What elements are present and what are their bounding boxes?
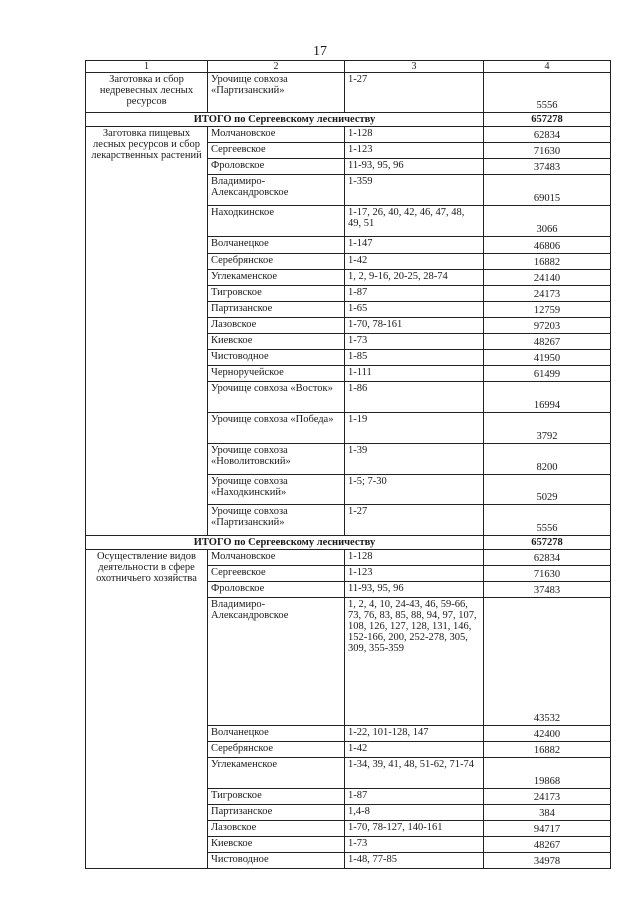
forest-area-cell: Сергеевское — [208, 566, 345, 582]
quarters-cell: 1-27 — [345, 505, 484, 536]
quarters-cell: 1-128 — [345, 127, 484, 143]
forest-area-cell: Урочище совхоза «Восток» — [208, 382, 345, 413]
forest-area-cell: Находкинское — [208, 206, 345, 237]
table-row — [86, 550, 611, 566]
quarters-cell: 1-87 — [345, 286, 484, 302]
forest-area-cell: Владимиро-Александровское — [208, 175, 345, 206]
area-value-cell: 62834 — [484, 550, 611, 566]
area-value-cell: 8200 — [484, 444, 611, 475]
column-header: 2 — [208, 61, 345, 73]
forest-area-cell: Владимиро-Александровское — [208, 598, 345, 726]
forest-area-cell: Лазовское — [208, 318, 345, 334]
forest-area-cell: Урочище совхоза «Победа» — [208, 413, 345, 444]
total-label: ИТОГО по Сергеевскому лесничеству — [86, 113, 484, 127]
area-value-cell: 37483 — [484, 159, 611, 175]
quarters-cell: 1-85 — [345, 350, 484, 366]
area-value-cell: 42400 — [484, 726, 611, 742]
quarters-cell: 1-22, 101-128, 147 — [345, 726, 484, 742]
forest-area-cell: Волчанецкое — [208, 237, 345, 254]
quarters-cell: 1-42 — [345, 254, 484, 270]
area-value-cell: 5556 — [484, 73, 611, 113]
area-value-cell: 97203 — [484, 318, 611, 334]
forest-area-cell: Углекаменское — [208, 758, 345, 789]
quarters-cell: 1-123 — [345, 143, 484, 159]
page-number: 17 — [313, 44, 327, 59]
area-value-cell: 37483 — [484, 582, 611, 598]
header-row — [86, 61, 611, 73]
quarters-cell: 1-5; 7-30 — [345, 475, 484, 505]
quarters-cell: 1-34, 39, 41, 48, 51-62, 71-74 — [345, 758, 484, 789]
forest-area-cell: Тигровское — [208, 789, 345, 805]
quarters-cell: 1, 2, 4, 10, 24-43, 46, 59-66, 73, 76, 83, 85, 88, 94, 97, 107, 108, 126, 127, 128, 131, 146, 152-166, 200, 252-278, 305, 309, 355-359 — [345, 598, 484, 726]
activity-cell: Осуществление видов деятельности в сфере охотничьего хозяйства — [86, 550, 208, 869]
forest-area-cell: Углекаменское — [208, 270, 345, 286]
total-row — [86, 113, 611, 127]
quarters-cell: 11-93, 95, 96 — [345, 582, 484, 598]
area-value-cell: 19868 — [484, 758, 611, 789]
forest-area-cell: Сергеевское — [208, 143, 345, 159]
forest-area-cell: Молчановское — [208, 127, 345, 143]
area-value-cell: 43532 — [484, 598, 611, 726]
forest-area-cell: Черноручейское — [208, 366, 345, 382]
total-row — [86, 536, 611, 550]
forest-area-cell: Молчановское — [208, 550, 345, 566]
area-value-cell: 41950 — [484, 350, 611, 366]
area-value-cell: 16994 — [484, 382, 611, 413]
column-header: 4 — [484, 61, 611, 73]
area-value-cell: 48267 — [484, 334, 611, 350]
quarters-cell: 1-111 — [345, 366, 484, 382]
quarters-cell: 1-147 — [345, 237, 484, 254]
quarters-cell: 1-65 — [345, 302, 484, 318]
area-value-cell: 3792 — [484, 413, 611, 444]
forest-area-cell: Урочище совхоза «Партизанский» — [208, 73, 345, 113]
quarters-cell: 1, 2, 9-16, 20-25, 28-74 — [345, 270, 484, 286]
quarters-cell: 1-17, 26, 40, 42, 46, 47, 48, 49, 51 — [345, 206, 484, 237]
activity-cell: Заготовка пищевых лесных ресурсов и сбор лекарственных растений — [86, 127, 208, 536]
forest-area-cell: Тигровское — [208, 286, 345, 302]
forest-area-cell: Партизанское — [208, 302, 345, 318]
area-value-cell: 62834 — [484, 127, 611, 143]
quarters-cell: 1-42 — [345, 742, 484, 758]
forest-area-cell: Чистоводное — [208, 350, 345, 366]
total-value: 657278 — [484, 113, 611, 127]
area-value-cell: 46806 — [484, 237, 611, 254]
quarters-cell: 1-70, 78-161 — [345, 318, 484, 334]
quarters-cell: 1-359 — [345, 175, 484, 206]
area-value-cell: 3066 — [484, 206, 611, 237]
area-value-cell: 16882 — [484, 254, 611, 270]
forest-area-cell: Чистоводное — [208, 853, 345, 869]
forest-area-cell: Фроловское — [208, 159, 345, 175]
quarters-cell: 1-19 — [345, 413, 484, 444]
table-row — [86, 127, 611, 143]
area-value-cell: 16882 — [484, 742, 611, 758]
area-value-cell: 69015 — [484, 175, 611, 206]
forest-area-cell: Лазовское — [208, 821, 345, 837]
area-value-cell: 48267 — [484, 837, 611, 853]
area-value-cell: 384 — [484, 805, 611, 821]
column-header: 1 — [86, 61, 208, 73]
quarters-cell: 1-86 — [345, 382, 484, 413]
area-value-cell: 5029 — [484, 475, 611, 505]
quarters-cell: 11-93, 95, 96 — [345, 159, 484, 175]
area-value-cell: 94717 — [484, 821, 611, 837]
area-value-cell: 71630 — [484, 143, 611, 159]
area-value-cell: 5556 — [484, 505, 611, 536]
quarters-cell: 1-123 — [345, 566, 484, 582]
quarters-cell: 1-73 — [345, 837, 484, 853]
forest-area-cell: Киевское — [208, 334, 345, 350]
area-value-cell: 24140 — [484, 270, 611, 286]
quarters-cell: 1-27 — [345, 73, 484, 113]
total-value: 657278 — [484, 536, 611, 550]
forest-area-cell: Волчанецкое — [208, 726, 345, 742]
forest-area-cell: Урочище совхоза «Партизанский» — [208, 505, 345, 536]
total-label: ИТОГО по Сергеевскому лесничеству — [86, 536, 484, 550]
forest-area-cell: Серебрянское — [208, 742, 345, 758]
quarters-cell: 1-87 — [345, 789, 484, 805]
quarters-cell: 1-39 — [345, 444, 484, 475]
area-value-cell: 24173 — [484, 789, 611, 805]
area-value-cell: 34978 — [484, 853, 611, 869]
forest-area-cell: Партизанское — [208, 805, 345, 821]
activity-cell: Заготовка и сбор недревесных лесных ресурсов — [86, 73, 208, 113]
column-header: 3 — [345, 61, 484, 73]
forest-area-cell: Серебрянское — [208, 254, 345, 270]
area-value-cell: 71630 — [484, 566, 611, 582]
forest-area-cell: Урочище совхоза «Находкинский» — [208, 475, 345, 505]
area-value-cell: 61499 — [484, 366, 611, 382]
quarters-cell: 1-128 — [345, 550, 484, 566]
quarters-cell: 1-70, 78-127, 140-161 — [345, 821, 484, 837]
area-value-cell: 24173 — [484, 286, 611, 302]
area-value-cell: 12759 — [484, 302, 611, 318]
forest-area-cell: Фроловское — [208, 582, 345, 598]
forestry-table — [85, 60, 611, 869]
quarters-cell: 1-48, 77-85 — [345, 853, 484, 869]
forest-area-cell: Киевское — [208, 837, 345, 853]
forest-area-cell: Урочище совхоза «Новолитовский» — [208, 444, 345, 475]
table-row — [86, 73, 611, 113]
quarters-cell: 1-73 — [345, 334, 484, 350]
quarters-cell: 1,4-8 — [345, 805, 484, 821]
